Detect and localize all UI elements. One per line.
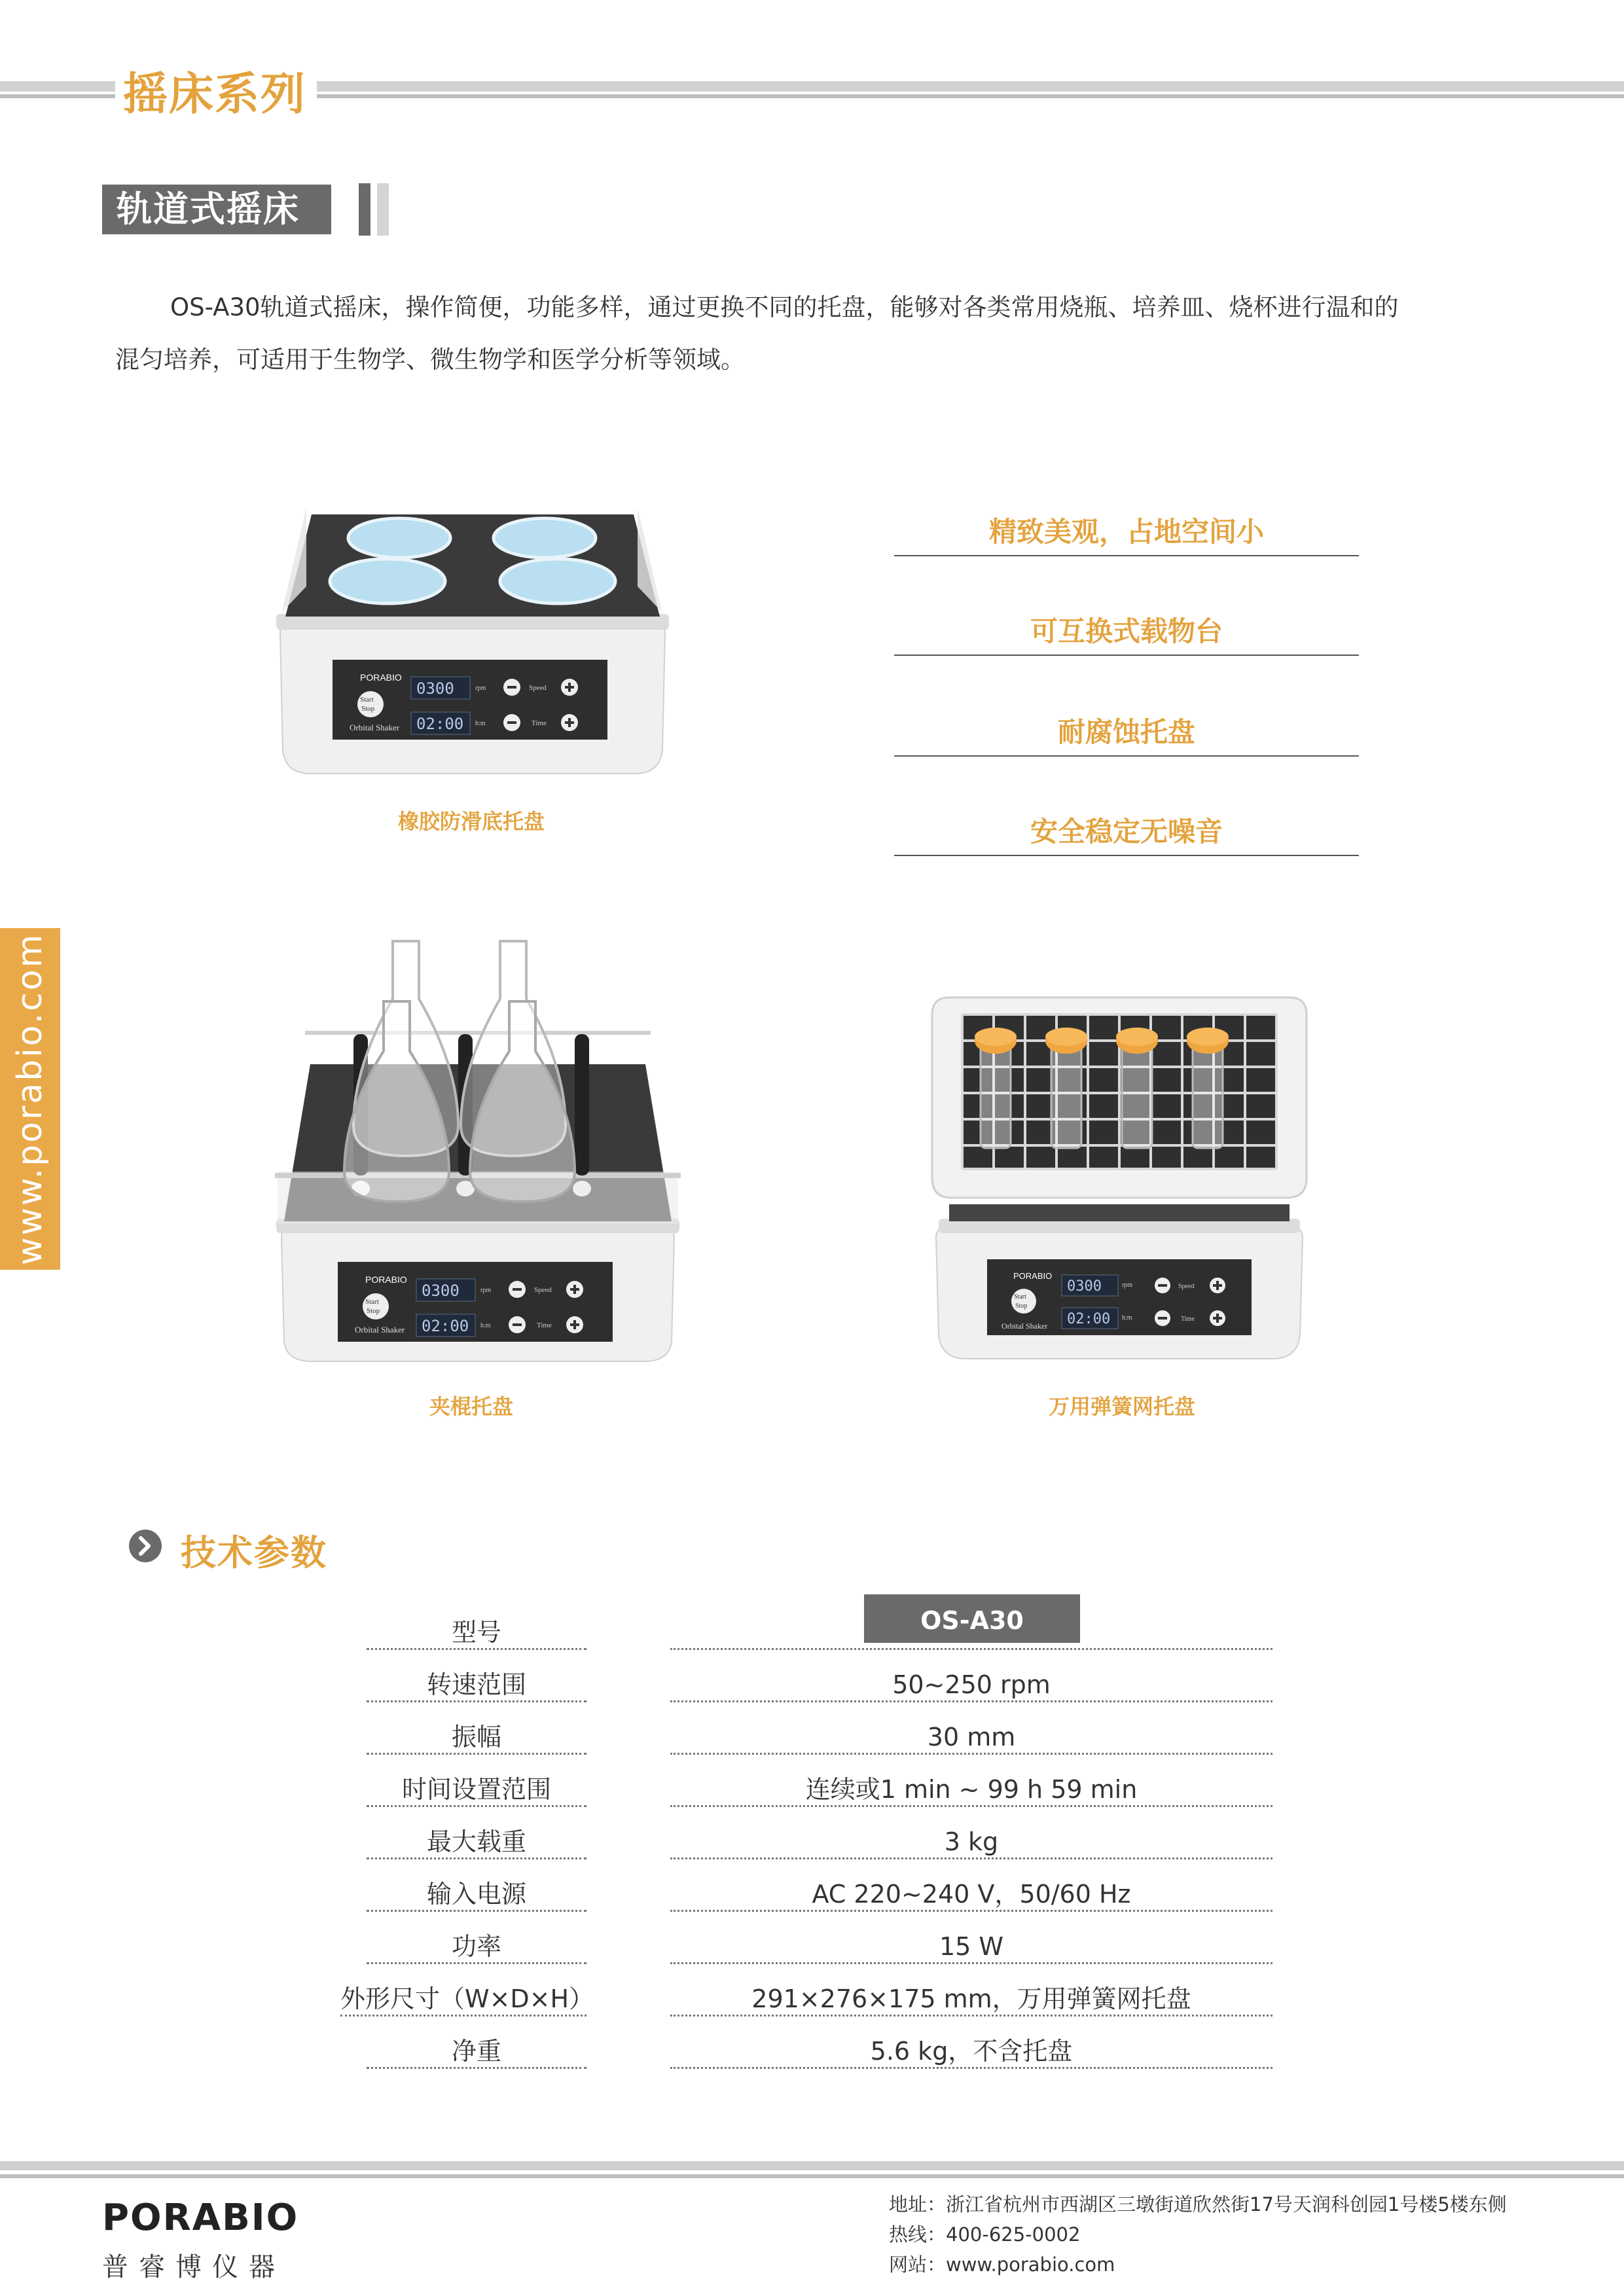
spec-value-speed: 50~250 rpm bbox=[670, 1660, 1272, 1702]
panel2-time-unit: h:m bbox=[480, 1322, 491, 1329]
footer-address: 地址：浙江省杭州市西湖区三墩街道欣然街17号天润科创园1号楼5楼东侧 bbox=[889, 2193, 1507, 2215]
spec-label-model: 型号 bbox=[367, 1607, 586, 1650]
spec-value-timer: 连续或1 min ~ 99 h 59 min bbox=[670, 1765, 1272, 1807]
spec-label-power-input: 输入电源 bbox=[367, 1869, 586, 1912]
panel-speed-label: Speed bbox=[529, 684, 547, 692]
panel2-brand: PORABIO bbox=[365, 1274, 407, 1285]
panel3-start: Start bbox=[1014, 1293, 1026, 1300]
panel2-stop: Stop bbox=[367, 1307, 380, 1315]
spec-label-timer: 时间设置范围 bbox=[367, 1765, 586, 1807]
footer-website: 网站：www.porabio.com bbox=[889, 2253, 1115, 2276]
product-image-mesh-tray bbox=[929, 988, 1309, 1368]
spec-value-net-weight: 5.6 kg，不含托盘 bbox=[670, 2026, 1272, 2069]
panel-time-unit: h:m bbox=[475, 720, 486, 727]
panel2-rpm-display: 0300 bbox=[422, 1282, 460, 1300]
panel2-time-label: Time bbox=[537, 1321, 552, 1329]
header-rule-right bbox=[317, 81, 1624, 92]
spec-value-power: 15 W bbox=[670, 1922, 1272, 1964]
spec-value-max-load: 3 kg bbox=[670, 1817, 1272, 1859]
footer-rule bbox=[0, 2161, 1624, 2170]
product-image-roller-tray bbox=[262, 936, 694, 1368]
caption-rubber-tray: 橡胶防滑底托盘 bbox=[397, 809, 545, 834]
spec-value-power-input: AC 220~240 V，50/60 Hz bbox=[670, 1869, 1272, 1912]
panel2-model-name: Orbital Shaker bbox=[355, 1325, 405, 1335]
spec-label-net-weight: 净重 bbox=[367, 2026, 586, 2069]
footer-logo-cn: 普睿博仪器 bbox=[102, 2252, 285, 2282]
product-image-petri-tray bbox=[262, 469, 681, 783]
specs-title: 技术参数 bbox=[181, 1532, 327, 1573]
footer-logo: PORABIO bbox=[102, 2197, 299, 2239]
spec-label-power: 功率 bbox=[367, 1922, 586, 1964]
intro-line-1: OS-A30轨道式摇床，操作简便，功能多样，通过更换不同的托盘，能够对各类常用烧瓶、培养皿、烧杯进行温和的 bbox=[170, 293, 1399, 321]
panel2-rpm-unit: rpm bbox=[480, 1287, 492, 1294]
panel-rpm-display: 0300 bbox=[416, 679, 454, 698]
caption-mesh-tray: 万用弹簧网托盘 bbox=[1048, 1394, 1195, 1419]
feature-2: 可互换式载物台 bbox=[894, 610, 1359, 656]
panel2-speed-label: Speed bbox=[534, 1286, 552, 1294]
panel3-model-name: Orbital Shaker bbox=[1001, 1321, 1048, 1331]
panel3-brand: PORABIO bbox=[1013, 1271, 1053, 1281]
panel-brand: PORABIO bbox=[360, 672, 402, 683]
intro-line-2: 混匀培养，可适用于生物学、微生物学和医学分析等领域。 bbox=[115, 346, 745, 374]
spec-label-amplitude: 振幅 bbox=[367, 1712, 586, 1755]
panel3-rpm-unit: rpm bbox=[1122, 1282, 1133, 1289]
spec-label-dimensions: 外形尺寸（W×D×H） bbox=[340, 1974, 586, 2017]
spec-label-speed: 转速范围 bbox=[367, 1660, 586, 1702]
caption-roller-tray: 夹棍托盘 bbox=[429, 1394, 513, 1419]
panel3-time-unit: h:m bbox=[1122, 1314, 1132, 1321]
panel-start: Start bbox=[360, 696, 374, 704]
header-rule-left bbox=[0, 81, 115, 92]
feature-1: 精致美观，占地空间小 bbox=[894, 511, 1359, 556]
panel-time-display: 02:00 bbox=[416, 715, 464, 733]
panel3-time-label: Time bbox=[1181, 1316, 1195, 1323]
model-badge: OS-A30 bbox=[864, 1594, 1080, 1643]
section-title: 轨道式摇床 bbox=[102, 185, 331, 234]
header-rule-right-thin bbox=[317, 94, 1624, 98]
panel2-time-display: 02:00 bbox=[422, 1317, 469, 1335]
panel3-stop: Stop bbox=[1015, 1302, 1028, 1310]
panel2-start: Start bbox=[365, 1298, 379, 1306]
panel-time-label: Time bbox=[532, 719, 547, 727]
website-side-text: www.porabio.com bbox=[10, 932, 50, 1266]
section-marker-dark bbox=[359, 183, 370, 236]
header-rule-left-thin bbox=[0, 94, 115, 98]
panel3-speed-label: Speed bbox=[1178, 1283, 1195, 1290]
panel-stop: Stop bbox=[361, 705, 375, 713]
section-marker-light bbox=[377, 183, 389, 236]
chevron-right-icon bbox=[128, 1529, 162, 1563]
spec-label-max-load: 最大载重 bbox=[367, 1817, 586, 1859]
panel3-time-display: 02:00 bbox=[1067, 1311, 1111, 1327]
footer-hotline: 热线：400-625-0002 bbox=[889, 2223, 1081, 2246]
feature-3: 耐腐蚀托盘 bbox=[894, 711, 1359, 757]
footer-rule-thin bbox=[0, 2174, 1624, 2178]
panel-model-name: Orbital Shaker bbox=[350, 723, 400, 732]
panel3-rpm-display: 0300 bbox=[1067, 1278, 1102, 1295]
spec-value-amplitude: 30 mm bbox=[670, 1712, 1272, 1755]
series-title: 摇床系列 bbox=[123, 69, 307, 120]
feature-4: 安全稳定无噪音 bbox=[894, 810, 1359, 856]
spec-value-model bbox=[670, 1607, 1272, 1650]
panel-rpm-unit: rpm bbox=[475, 685, 486, 692]
spec-value-dimensions: 291×276×175 mm，万用弹簧网托盘 bbox=[670, 1974, 1272, 2017]
